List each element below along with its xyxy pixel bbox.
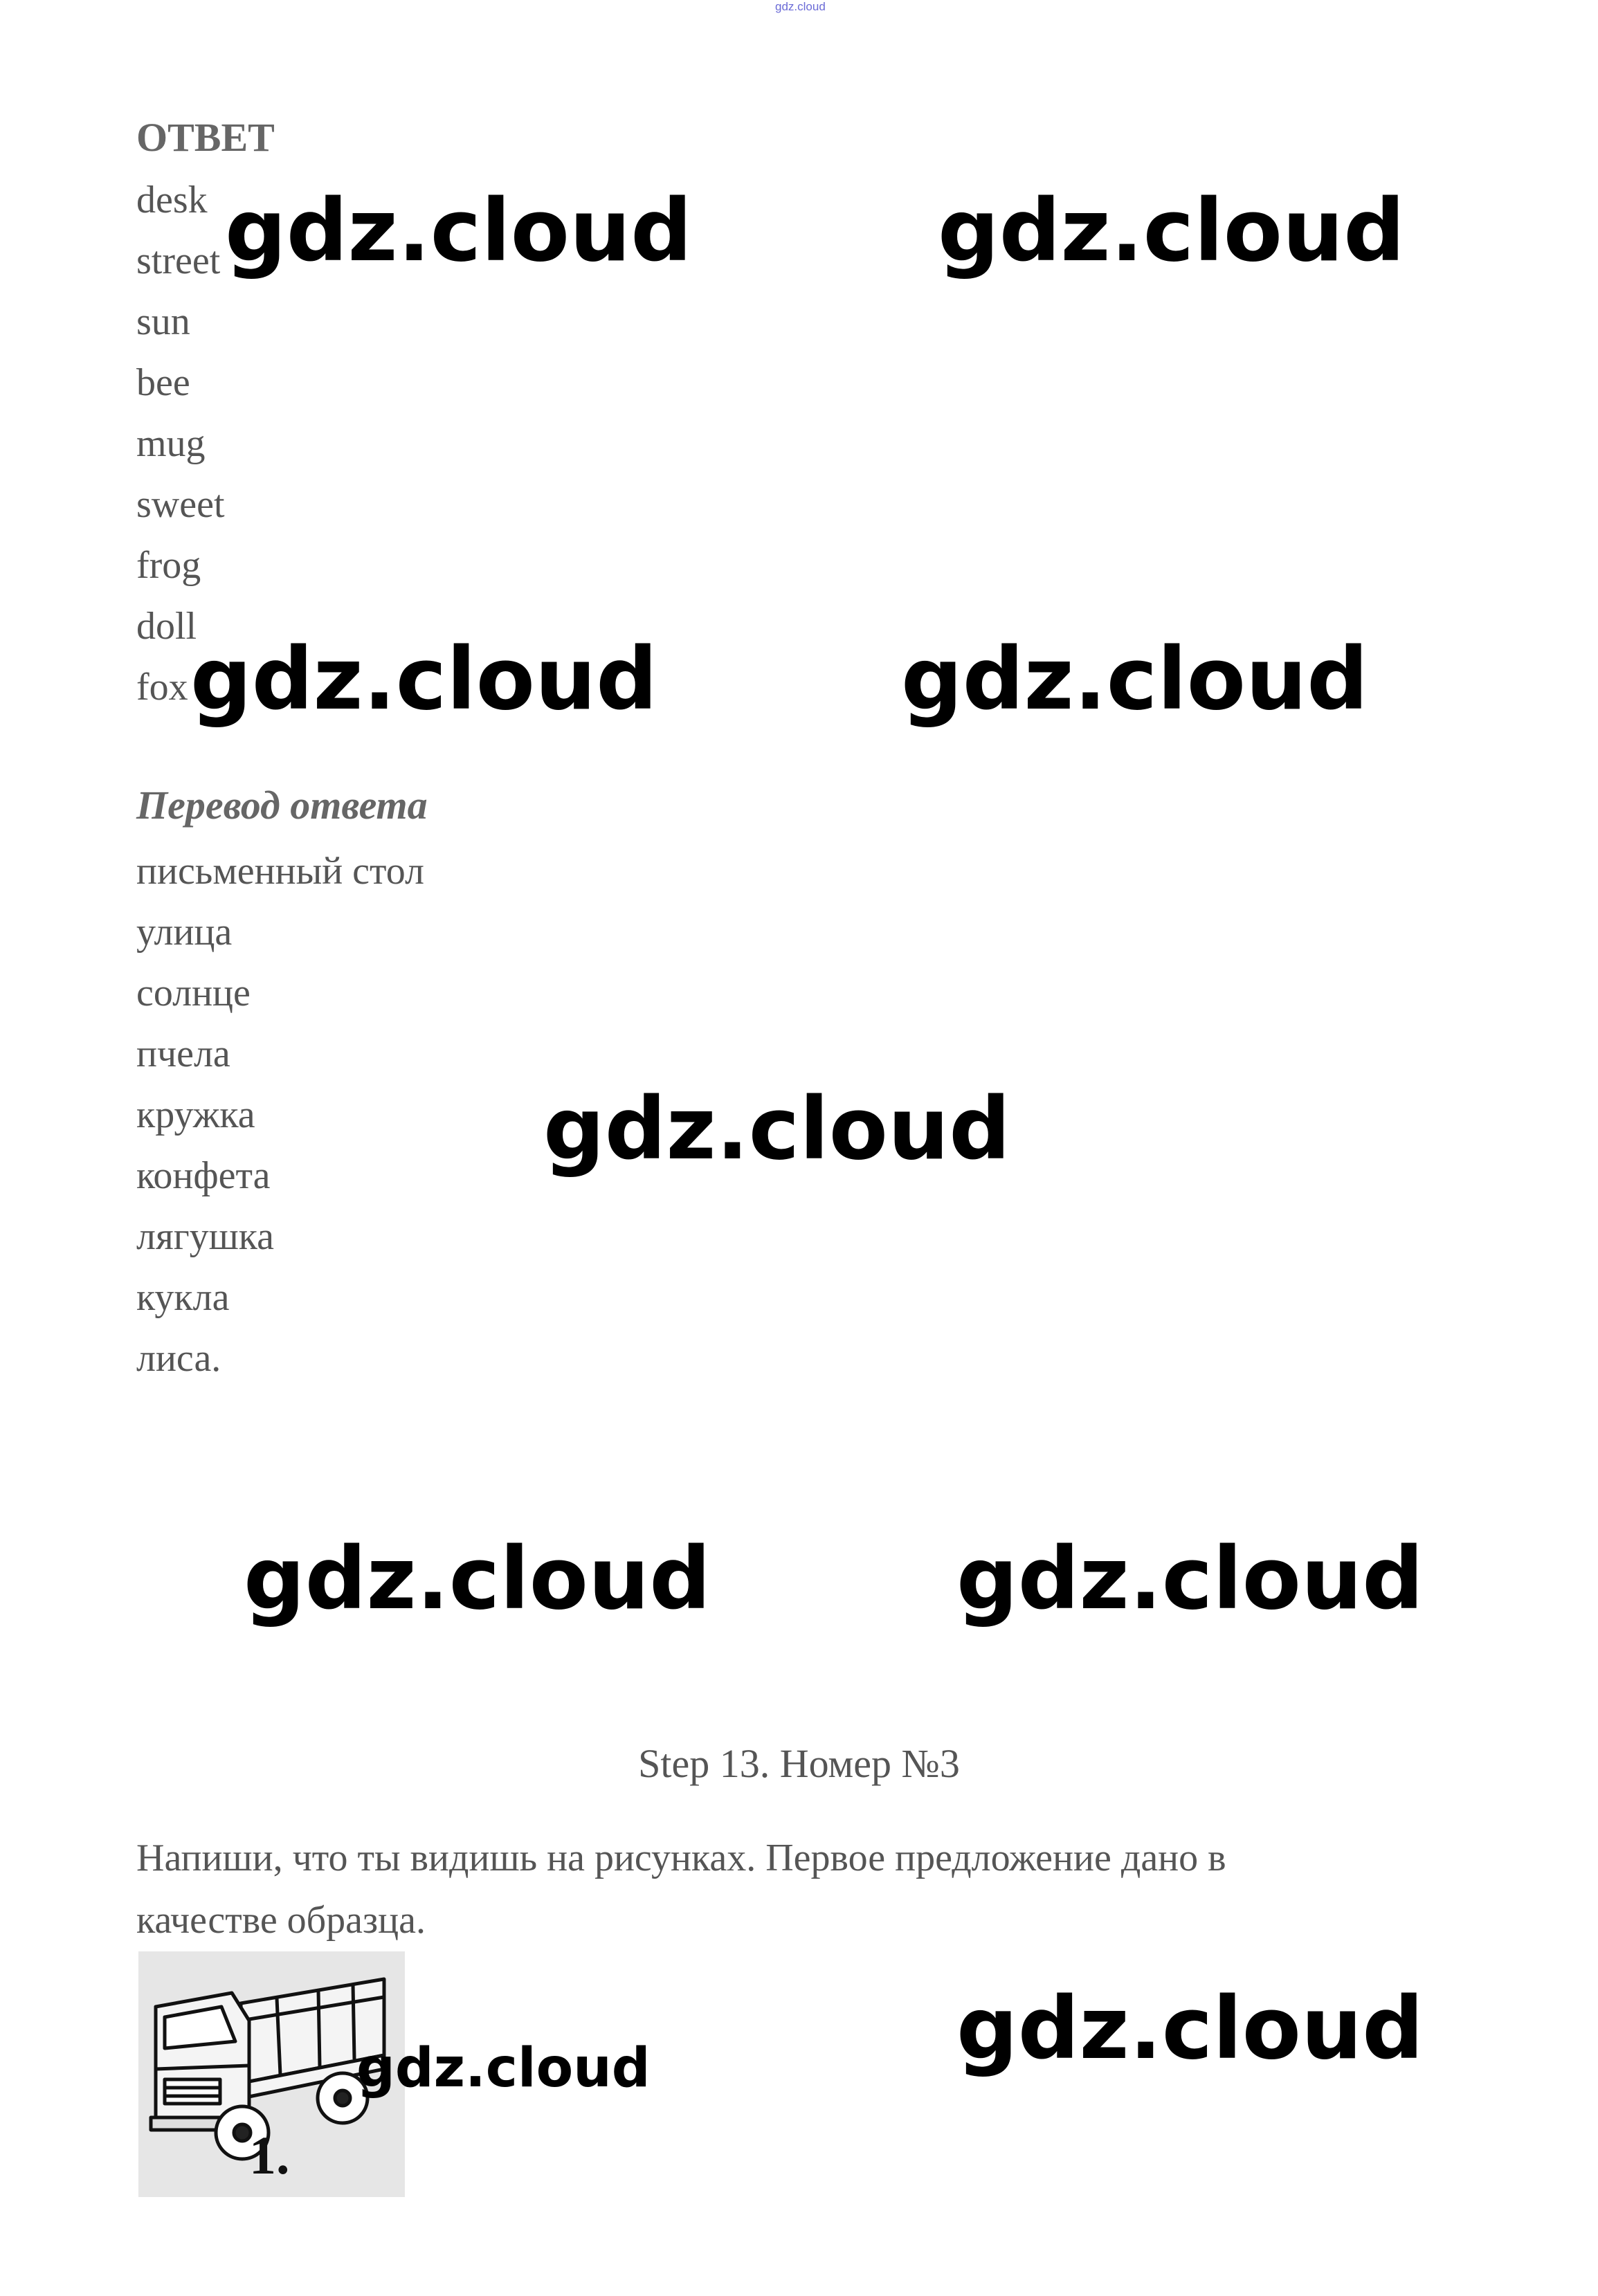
watermark-text: gdz.cloud bbox=[901, 630, 1369, 729]
answer-word: doll bbox=[136, 605, 197, 648]
answer-word: mug bbox=[136, 422, 206, 465]
task-instruction: Напиши, что ты видишь на рисунках. Первое предложение дано в качестве образца. bbox=[136, 1837, 1226, 1942]
answer-word: fox bbox=[136, 666, 188, 709]
answer-word: bee bbox=[136, 361, 190, 404]
watermark-text: gdz.cloud bbox=[543, 1079, 1011, 1179]
translation-word: лиса. bbox=[136, 1337, 221, 1380]
answer-word: street bbox=[136, 239, 221, 282]
watermark-text: gdz.cloud bbox=[225, 181, 693, 281]
watermark-text: gdz.cloud bbox=[956, 1529, 1424, 1629]
answer-word: desk bbox=[136, 179, 208, 221]
watermark-text: gdz.cloud bbox=[356, 2037, 651, 2099]
translation-word: кукла bbox=[136, 1276, 230, 1319]
translation-word-list bbox=[136, 841, 424, 1389]
translation-word: улица bbox=[136, 911, 233, 954]
translation-word: конфета bbox=[136, 1154, 271, 1197]
translation-word: письменный стол bbox=[136, 850, 424, 893]
watermark-text: gdz.cloud bbox=[190, 630, 658, 729]
translation-word: солнце bbox=[136, 972, 251, 1014]
answer-heading: ОТВЕТ bbox=[136, 115, 275, 160]
answer-word: sun bbox=[136, 300, 190, 343]
watermark-text: gdz.cloud bbox=[938, 181, 1406, 281]
picture-number: 1. bbox=[249, 2125, 290, 2185]
watermark-text: gdz.cloud bbox=[956, 1979, 1424, 2079]
task-title: Step 13. Номер №3 bbox=[638, 1741, 960, 1786]
translation-heading: Перевод ответа bbox=[136, 783, 428, 828]
translation-word: кружка bbox=[136, 1093, 255, 1136]
answer-word: frog bbox=[136, 544, 201, 587]
translation-word: пчела bbox=[136, 1032, 230, 1075]
answer-word: sweet bbox=[136, 483, 225, 526]
top-watermark: gdz.cloud bbox=[775, 0, 826, 13]
watermark-text: gdz.cloud bbox=[244, 1529, 711, 1629]
translation-word: лягушка bbox=[136, 1215, 275, 1258]
